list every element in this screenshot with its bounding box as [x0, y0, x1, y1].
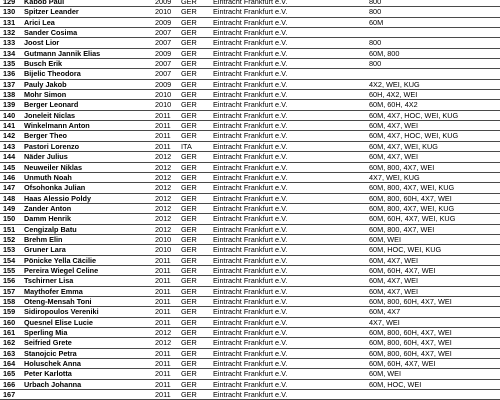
athlete-name: Winkelmann Anton [24, 121, 90, 131]
event-list: 60M, 4X7, HOC, WEI, KUG [369, 131, 459, 141]
nationality: GER [181, 307, 197, 317]
bib-number: 141 [3, 121, 16, 131]
nationality: GER [181, 245, 197, 255]
athlete-name: Neuweiler Niklas [24, 162, 82, 172]
bib-number: 136 [3, 69, 16, 79]
bib-number: 140 [3, 110, 16, 120]
birth-year: 2011 [155, 265, 171, 275]
list-row [0, 28, 500, 38]
athlete-name: Busch Erik [24, 59, 63, 69]
nationality: GER [181, 17, 197, 27]
event-list: 60M, 800, 4X7, WEI [369, 224, 435, 234]
birth-year: 2011 [155, 307, 171, 317]
nationality: GER [181, 28, 197, 38]
birth-year: 2012 [155, 338, 172, 348]
club-name: Eintracht Frankfurt e.V. [213, 193, 288, 203]
bib-number: 167 [3, 390, 16, 400]
list-row [0, 163, 500, 173]
bib-number: 139 [3, 100, 16, 110]
nationality: GER [181, 7, 197, 17]
bib-number: 133 [3, 38, 16, 48]
nationality: GER [181, 255, 197, 265]
list-row [0, 80, 500, 90]
nationality: GER [181, 224, 197, 234]
nationality: GER [181, 152, 197, 162]
list-row [0, 142, 500, 152]
event-list: 60M, 4X7, WEI [369, 286, 419, 296]
club-name: Eintracht Frankfurt e.V. [213, 100, 288, 110]
club-name: Eintracht Frankfurt e.V. [213, 17, 288, 27]
athlete-name: Tschirner Lisa [24, 276, 74, 286]
athlete-name: Cengizalp Batu [24, 224, 77, 234]
event-list: 60M, 60H, 4X7, WEI [369, 265, 436, 275]
bib-number: 160 [3, 317, 16, 327]
club-name: Eintracht Frankfurt e.V. [213, 90, 288, 100]
bib-number: 144 [3, 152, 16, 162]
athlete-name: Unmuth Noah [24, 172, 72, 182]
nationality: GER [181, 348, 197, 358]
club-name: Eintracht Frankfurt e.V. [213, 79, 288, 89]
club-name: Eintracht Frankfurt e.V. [213, 38, 288, 48]
list-row [0, 18, 500, 28]
birth-year: 2011 [155, 296, 171, 306]
bib-number: 162 [3, 338, 16, 348]
bib-number: 148 [3, 193, 16, 203]
club-name: Eintracht Frankfurt e.V. [213, 121, 288, 131]
event-list: 60M, HOC, WEI [369, 379, 422, 389]
bib-number: 145 [3, 162, 16, 172]
birth-year: 2009 [155, 17, 172, 27]
bib-number: 156 [3, 276, 16, 286]
birth-year: 2010 [155, 100, 172, 110]
list-row [0, 256, 500, 266]
birth-year: 2012 [155, 183, 172, 193]
athlete-name: Oteng-Mensah Toni [24, 296, 92, 306]
birth-year: 2012 [155, 152, 172, 162]
list-row [0, 359, 500, 369]
list-row [0, 204, 500, 214]
club-name: Eintracht Frankfurt e.V. [213, 348, 288, 358]
birth-year: 2012 [155, 214, 172, 224]
bib-number: 129 [3, 0, 16, 6]
nationality: GER [181, 286, 197, 296]
club-name: Eintracht Frankfurt e.V. [213, 369, 288, 379]
bib-number: 135 [3, 59, 16, 69]
birth-year: 2010 [155, 245, 172, 255]
bib-number: 142 [3, 131, 16, 141]
list-row [0, 328, 500, 338]
club-name: Eintracht Frankfurt e.V. [213, 183, 288, 193]
bib-number: 152 [3, 234, 16, 244]
club-name: Eintracht Frankfurt e.V. [213, 265, 288, 275]
nationality: GER [181, 162, 197, 172]
birth-year: 2010 [155, 234, 172, 244]
event-list: 60M, 60H, 4X7, WEI [369, 359, 436, 369]
list-row [0, 297, 500, 307]
bib-number: 151 [3, 224, 16, 234]
club-name: Eintracht Frankfurt e.V. [213, 141, 288, 151]
club-name: Eintracht Frankfurt e.V. [213, 234, 288, 244]
birth-year: 2012 [155, 224, 172, 234]
bib-number: 131 [3, 17, 16, 27]
bib-number: 155 [3, 265, 16, 275]
list-row [0, 111, 500, 121]
birth-year: 2011 [155, 317, 171, 327]
event-list: 60M, WEI [369, 234, 402, 244]
nationality: GER [181, 359, 197, 369]
bib-number: 130 [3, 7, 16, 17]
nationality: GER [181, 38, 197, 48]
athlete-name: Pauly Jakob [24, 79, 67, 89]
club-name: Eintracht Frankfurt e.V. [213, 69, 288, 79]
club-name: Eintracht Frankfurt e.V. [213, 110, 288, 120]
athlete-name: Haas Alessio Poldy [24, 193, 92, 203]
list-row [0, 245, 500, 255]
athlete-name: Pönicke Yella Cäcilie [24, 255, 97, 265]
athlete-name: Sander Cosima [24, 28, 78, 38]
event-list: 60M, 4X7, WEI [369, 121, 419, 131]
birth-year: 2011 [155, 379, 171, 389]
bib-number: 134 [3, 48, 16, 58]
birth-year: 2012 [155, 203, 172, 213]
nationality: GER [181, 79, 197, 89]
birth-year: 2011 [155, 131, 171, 141]
nationality: GER [181, 265, 197, 275]
event-list: 800 [369, 59, 382, 69]
birth-year: 2007 [155, 59, 172, 69]
event-list: 60M, 60H, 4X2 [369, 100, 418, 110]
athlete-name: Peter Karlotta [24, 369, 72, 379]
bib-number: 138 [3, 90, 16, 100]
athlete-name: Joost Lior [24, 38, 60, 48]
list-row [0, 225, 500, 235]
club-name: Eintracht Frankfurt e.V. [213, 317, 288, 327]
event-list: 60H, 4X2, WEI [369, 90, 418, 100]
event-list: 60M, WEI [369, 369, 402, 379]
event-list: 60M, 60H, 4X7, WEI, KUG [369, 214, 456, 224]
bib-number: 163 [3, 348, 16, 358]
event-list: 60M, 4X7, WEI, KUG [369, 141, 438, 151]
athlete-name: Bijelic Theodora [24, 69, 81, 79]
bib-number: 149 [3, 203, 16, 213]
bib-number: 132 [3, 28, 16, 38]
birth-year: 2011 [155, 348, 171, 358]
athlete-name: Urbach Johanna [24, 379, 82, 389]
club-name: Eintracht Frankfurt e.V. [213, 0, 288, 6]
athlete-name: Brehm Elin [24, 234, 63, 244]
nationality: GER [181, 110, 197, 120]
athlete-name: Arici Lea [24, 17, 55, 27]
event-list: 60M, 800, 60H, 4X7, WEI [369, 328, 452, 337]
birth-year: 2010 [155, 90, 172, 100]
event-list: 60M, 800, 60H, 4X7, WEI [369, 193, 452, 203]
list-row [0, 338, 500, 348]
birth-year: 2011 [155, 110, 171, 120]
athlete-name: Quesnel Elise Lucie [24, 317, 93, 327]
club-name: Eintracht Frankfurt e.V. [213, 328, 288, 337]
birth-year: 2011 [155, 359, 171, 369]
birth-year: 2011 [155, 141, 171, 151]
list-row [0, 152, 500, 162]
birth-year: 2007 [155, 28, 172, 38]
nationality: GER [181, 48, 197, 58]
birth-year: 2009 [155, 0, 172, 6]
list-row [0, 287, 500, 297]
list-row [0, 49, 500, 59]
list-row [0, 318, 500, 328]
athlete-name: Berger Theo [24, 131, 67, 141]
club-name: Eintracht Frankfurt e.V. [213, 203, 288, 213]
event-list: 4X7, WEI, KUG [369, 172, 420, 182]
athlete-name: Gutmann Jannik Elias [24, 48, 101, 58]
event-list: 800 [369, 38, 382, 48]
club-name: Eintracht Frankfurt e.V. [213, 296, 288, 306]
birth-year: 2012 [155, 193, 172, 203]
athlete-name: Joneleit Niclas [24, 110, 76, 120]
event-list: 60M, 4X7, HOC, WEI, KUG [369, 110, 459, 120]
nationality: GER [181, 234, 197, 244]
club-name: Eintracht Frankfurt e.V. [213, 7, 288, 17]
club-name: Eintracht Frankfurt e.V. [213, 255, 288, 265]
club-name: Eintracht Frankfurt e.V. [213, 379, 288, 389]
list-row [0, 100, 500, 110]
list-row [0, 90, 500, 100]
list-row [0, 183, 500, 193]
athlete-name: Berger Leonard [24, 100, 79, 110]
nationality: GER [181, 90, 197, 100]
club-name: Eintracht Frankfurt e.V. [213, 307, 288, 317]
nationality: GER [181, 69, 197, 79]
athlete-name: Zander Anton [24, 203, 72, 213]
club-name: Eintracht Frankfurt e.V. [213, 359, 288, 369]
club-name: Eintracht Frankfurt e.V. [213, 214, 288, 224]
nationality: ITA [181, 141, 192, 151]
club-name: Eintracht Frankfurt e.V. [213, 131, 288, 141]
nationality: GER [181, 100, 197, 110]
athlete-name: Sidiropoulos Vereniki [24, 307, 99, 317]
birth-year: 2012 [155, 328, 172, 337]
birth-year: 2010 [155, 7, 172, 17]
birth-year: 2011 [155, 369, 171, 379]
bib-number: 153 [3, 245, 16, 255]
nationality: GER [181, 214, 197, 224]
athlete-name: Sperling Mia [24, 328, 68, 337]
nationality: GER [181, 369, 197, 379]
bib-number: 165 [3, 369, 16, 379]
bib-number: 159 [3, 307, 16, 317]
nationality: GER [181, 183, 197, 193]
list-row [0, 235, 500, 245]
nationality: GER [181, 121, 197, 131]
birth-year: 2011 [155, 286, 171, 296]
nationality: GER [181, 390, 197, 400]
nationality: GER [181, 193, 197, 203]
nationality: GER [181, 276, 197, 286]
bib-number: 158 [3, 296, 16, 306]
bib-number: 150 [3, 214, 16, 224]
event-list: 60M, 800, 60H, 4X7, WEI [369, 296, 452, 306]
birth-year: 2007 [155, 38, 172, 48]
bib-number: 143 [3, 141, 16, 151]
bib-number: 154 [3, 255, 16, 265]
event-list: 60M, 800, 4X7, WEI, KUG [369, 203, 455, 213]
event-list: 4X7, WEI [369, 317, 400, 327]
list-row [0, 307, 500, 317]
club-name: Eintracht Frankfurt e.V. [213, 59, 288, 69]
nationality: GER [181, 203, 197, 213]
birth-year: 2011 [155, 390, 171, 400]
event-list: 800 [369, 7, 382, 17]
event-list: 60M, 4X7, WEI [369, 152, 419, 162]
event-list: 4X2, WEI, KUG [369, 79, 420, 89]
list-row [0, 0, 500, 7]
athlete-name: Seifried Grete [24, 338, 72, 348]
nationality: GER [181, 296, 197, 306]
club-name: Eintracht Frankfurt e.V. [213, 286, 288, 296]
birth-year: 2012 [155, 172, 172, 182]
athlete-name: Pereira Wiegel Celine [24, 265, 99, 275]
club-name: Eintracht Frankfurt e.V. [213, 48, 288, 58]
list-row [0, 131, 500, 141]
bib-number: 147 [3, 183, 16, 193]
list-row [0, 194, 500, 204]
athlete-name: Gruner Lara [24, 245, 66, 255]
event-list: 60M, 800, 4X7, WEI [369, 162, 435, 172]
athlete-name: Spitzer Leander [24, 7, 79, 17]
club-name: Eintracht Frankfurt e.V. [213, 162, 288, 172]
event-list: 60M, HOC, WEI, KUG [369, 245, 442, 255]
bib-number: 157 [3, 286, 16, 296]
list-row [0, 390, 500, 400]
nationality: GER [181, 379, 197, 389]
event-list: 60M [369, 17, 384, 27]
birth-year: 2007 [155, 69, 172, 79]
athlete-name: Ofsohonka Julian [24, 183, 86, 193]
bib-number: 137 [3, 79, 16, 89]
birth-year: 2009 [155, 48, 172, 58]
bib-number: 146 [3, 172, 16, 182]
club-name: Eintracht Frankfurt e.V. [213, 172, 288, 182]
birth-year: 2011 [155, 121, 171, 131]
event-list: 60M, 800, 60H, 4X7, WEI [369, 338, 452, 348]
athlete-name: Maythofer Emma [24, 286, 83, 296]
athlete-name: Kabob Paul [24, 0, 65, 6]
club-name: Eintracht Frankfurt e.V. [213, 245, 288, 255]
nationality: GER [181, 0, 197, 6]
list-row [0, 349, 500, 359]
event-list: 60M, 4X7, WEI [369, 255, 419, 265]
athlete-name: Damm Henrik [24, 214, 72, 224]
athlete-name: Mohr Simon [24, 90, 67, 100]
club-name: Eintracht Frankfurt e.V. [213, 152, 288, 162]
club-name: Eintracht Frankfurt e.V. [213, 276, 288, 286]
list-row [0, 369, 500, 379]
nationality: GER [181, 59, 197, 69]
club-name: Eintracht Frankfurt e.V. [213, 224, 288, 234]
list-row [0, 121, 500, 131]
list-row [0, 38, 500, 48]
nationality: GER [181, 131, 197, 141]
birth-year: 2011 [155, 276, 171, 286]
bib-number: 161 [3, 328, 16, 337]
athlete-name: Näder Julius [24, 152, 68, 162]
list-row [0, 214, 500, 224]
event-list: 800 [369, 0, 382, 6]
event-list: 60M, 4X7 [369, 307, 401, 317]
event-list: 60M, 800, 4X7, WEI, KUG [369, 183, 455, 193]
athlete-name: Holuschek Anna [24, 359, 81, 369]
bib-number: 166 [3, 379, 16, 389]
event-list: 60M, 4X7, WEI [369, 276, 419, 286]
birth-year: 2012 [155, 162, 172, 172]
list-row [0, 380, 500, 390]
list-row [0, 7, 500, 17]
club-name: Eintracht Frankfurt e.V. [213, 28, 288, 38]
birth-year: 2009 [155, 79, 172, 89]
birth-year: 2011 [155, 255, 171, 265]
nationality: GER [181, 317, 197, 327]
nationality: GER [181, 338, 197, 348]
nationality: GER [181, 328, 197, 337]
athlete-name: Pastori Lorenzo [24, 141, 80, 151]
nationality: GER [181, 172, 197, 182]
list-row [0, 69, 500, 79]
list-row [0, 173, 500, 183]
club-name: Eintracht Frankfurt e.V. [213, 390, 288, 400]
list-row [0, 266, 500, 276]
list-row [0, 276, 500, 286]
event-list: 60M, 800 [369, 48, 400, 58]
bib-number: 164 [3, 359, 16, 369]
list-row [0, 59, 500, 69]
event-list: 60M, 800, 60H, 4X7, WEI [369, 348, 452, 358]
athlete-name: Stanojcic Petra [24, 348, 77, 358]
club-name: Eintracht Frankfurt e.V. [213, 338, 288, 348]
